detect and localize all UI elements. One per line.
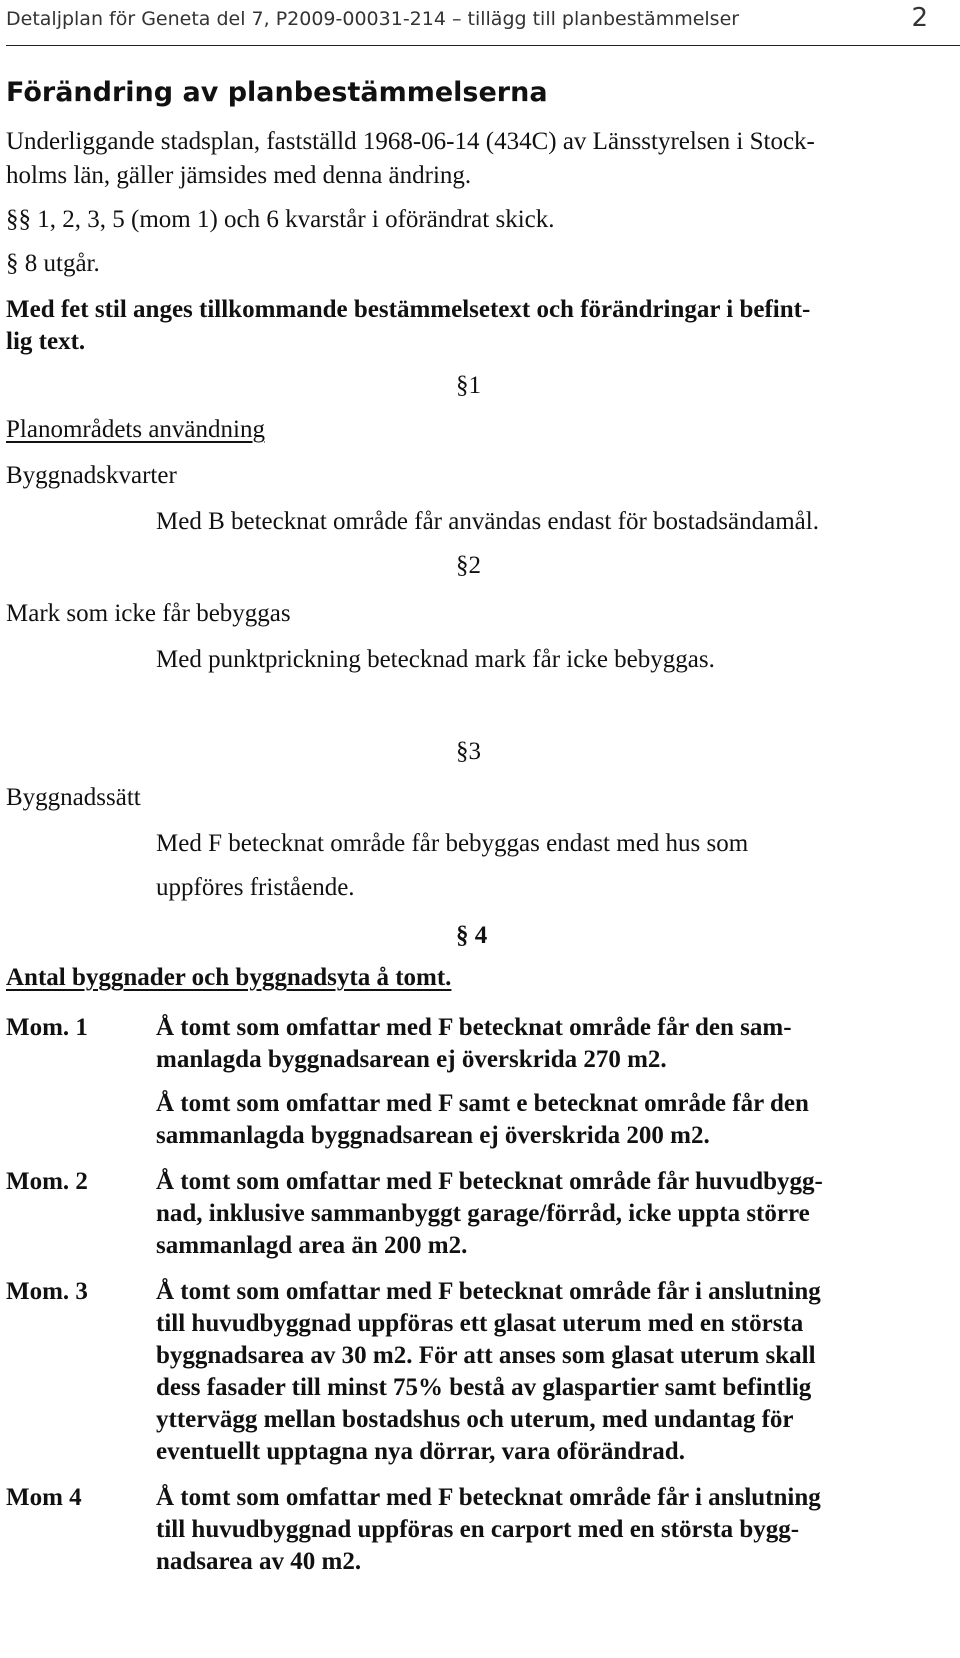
paragraph-1-number: §1 [456, 372, 481, 399]
paragraph-unchanged-note: §§ 1, 2, 3, 5 (mom 1) och 6 kvarstår i oförändrat skick. [6, 206, 555, 233]
mom-1-label: Mom. 1 [6, 1014, 88, 1041]
mom-4-line-3: nadsarea av 40 m2. [156, 1548, 362, 1575]
paragraph-4-heading: Antal byggnader och byggnadsyta å tomt. [6, 964, 452, 991]
paragraph-3-subheading: Byggnadssätt [6, 784, 141, 811]
intro-line-1: Underliggande stadsplan, fastställd 1968-06-14 (434C) av Länsstyrelsen i Stock- [6, 128, 815, 155]
mom-1-line-1: Å tomt som omfattar med F betecknat område får den sam- [156, 1014, 792, 1041]
section-sign-icon: § [456, 552, 469, 579]
paragraph-1-text: Med B betecknat område får användas endast för bostadsändamål. [156, 508, 819, 535]
mom-3-line-6: eventuellt upptagna nya dörrar, vara oförändrad. [156, 1438, 685, 1465]
paragraph-3-text-line-2: uppföres fristående. [156, 874, 355, 901]
paragraph-removed-note: § 8 utgår. [6, 250, 100, 277]
paragraph-1-subheading: Byggnadskvarter [6, 462, 177, 489]
paragraph-4-number: § 4 [456, 922, 488, 949]
mom-3-line-5: yttervägg mellan bostadshus och uterum, med undantag för [156, 1406, 794, 1433]
paragraph-3-text-line-1: Med F betecknat område får bebyggas endast med hus som [156, 830, 749, 857]
mom-2-line-2: nad, inklusive sammanbyggt garage/förråd, icke uppta större [156, 1200, 810, 1227]
mom-3-line-2: till huvudbyggnad uppföras ett glasat uterum med en största [156, 1310, 804, 1337]
mom-4-label: Mom 4 [6, 1484, 82, 1511]
paragraph-2-number: §2 [456, 552, 481, 579]
bold-note-line-1: Med fet stil anges tillkommande bestämmelsetext och förändringar i befint- [6, 296, 811, 323]
paragraph-2-text: Med punktprickning betecknad mark får icke bebyggas. [156, 646, 715, 673]
mom-3-line-3: byggnadsarea av 30 m2. För att anses som glasat uterum skall [156, 1342, 816, 1369]
mom-4-line-2: till huvudbyggnad uppföras en carport med en största bygg- [156, 1516, 800, 1543]
mom-1-extra-line-1: Å tomt som omfattar med F samt e betecknat område får den [156, 1090, 809, 1117]
mom-1-extra-line-2: sammanlagda byggnadsarean ej överskrida 200 m2. [156, 1122, 710, 1149]
mom-3-line-4: dess fasader till minst 75% bestå av glaspartier samt befintlig [156, 1374, 812, 1401]
header-divider [6, 45, 960, 46]
mom-4-line-1: Å tomt som omfattar med F betecknat område får i anslutning [156, 1484, 821, 1511]
bold-note-line-2: lig text. [6, 328, 86, 355]
mom-2-line-3: sammanlagd area än 200 m2. [156, 1232, 468, 1259]
section-sign-icon: § [6, 206, 19, 233]
mom-2-label: Mom. 2 [6, 1168, 88, 1195]
mom-1-line-2: manlagda byggnadsarean ej överskrida 270 m2. [156, 1046, 667, 1073]
intro-line-2: holms län, gäller jämsides med denna ändring. [6, 162, 472, 189]
mom-2-line-1: Å tomt som omfattar med F betecknat område får huvudbygg- [156, 1168, 823, 1195]
paragraph-1-heading: Planområdets användning [6, 416, 265, 443]
mom-3-label: Mom. 3 [6, 1278, 88, 1305]
section-heading: Förändring av planbestämmelserna [6, 77, 548, 108]
section-sign-icon: § [6, 250, 25, 277]
section-sign-icon: § [456, 372, 469, 399]
page-header-title: Detaljplan för Geneta del 7, P2009-00031-214 – tillägg till planbestämmelser [6, 8, 740, 30]
mom-3-line-1: Å tomt som omfattar med F betecknat område får i anslutning [156, 1278, 821, 1305]
paragraph-3-number: §3 [456, 738, 481, 765]
paragraph-2-subheading: Mark som icke får bebyggas [6, 600, 291, 627]
section-sign-icon: § [456, 738, 469, 765]
section-sign-icon: § [456, 922, 475, 949]
page-number: 2 [911, 3, 928, 33]
